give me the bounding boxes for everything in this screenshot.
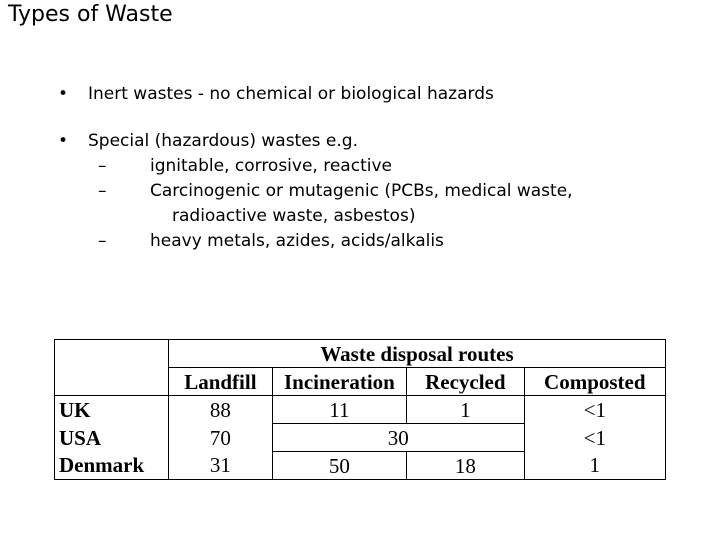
sub-bullet-text-continued: radioactive waste, asbestos) — [172, 206, 416, 226]
table-corner-cell — [55, 340, 169, 368]
bullet-inert-wastes — [58, 82, 573, 107]
bullet-icon: • — [58, 84, 69, 104]
table-row — [55, 452, 666, 480]
row-label-country: USA — [55, 424, 169, 452]
row-label-country: Denmark — [55, 452, 169, 480]
sub-bullet-text: heavy metals, azides, acids/alkalis — [150, 231, 444, 251]
cell-landfill: 70 — [168, 424, 272, 452]
cell-landfill: 31 — [168, 452, 272, 480]
column-header-recycled: Recycled — [407, 368, 525, 396]
slide-title: Types of Waste — [8, 2, 173, 27]
column-header-incineration: Incineration — [272, 368, 406, 396]
sub-bullet-text: Carcinogenic or mutagenic (PCBs, medical waste, — [150, 181, 573, 201]
row-label-country: UK — [55, 396, 169, 424]
cell-incineration: 50 — [272, 452, 406, 480]
cell-composted: 1 — [524, 452, 665, 480]
cell-recycled: 18 — [407, 452, 525, 480]
cell-composted: <1 — [524, 396, 665, 424]
sub-bullet-carcinogenic — [58, 179, 573, 229]
table-group-header-row — [55, 340, 666, 368]
table-row — [55, 396, 666, 424]
bullet-text: Inert wastes - no chemical or biological hazards — [88, 84, 494, 104]
dash-icon: – — [98, 181, 107, 201]
bullet-icon: • — [58, 131, 69, 151]
cell-composted: <1 — [524, 424, 665, 452]
group-header-waste-disposal-routes: Waste disposal routes — [168, 340, 665, 368]
sub-bullet-ignitable — [58, 154, 573, 179]
table-column-header-row — [55, 368, 666, 396]
table-corner-cell — [55, 368, 169, 396]
bullet-list — [58, 82, 573, 254]
bullet-special-wastes — [58, 129, 573, 254]
cell-incineration: 11 — [272, 396, 406, 424]
sub-bullet-heavy-metals — [58, 229, 573, 254]
table-row — [55, 424, 666, 452]
cell-recycled: 1 — [407, 396, 525, 424]
bullet-text: Special (hazardous) wastes e.g. — [88, 131, 358, 151]
cell-landfill: 88 — [168, 396, 272, 424]
sub-bullet-text: ignitable, corrosive, reactive — [150, 156, 392, 176]
waste-disposal-table — [54, 339, 666, 480]
dash-icon: – — [98, 231, 107, 251]
column-header-landfill: Landfill — [168, 368, 272, 396]
cell-incineration-recycled-combined: 30 — [272, 424, 524, 452]
column-header-composted: Composted — [524, 368, 665, 396]
dash-icon: – — [98, 156, 107, 176]
